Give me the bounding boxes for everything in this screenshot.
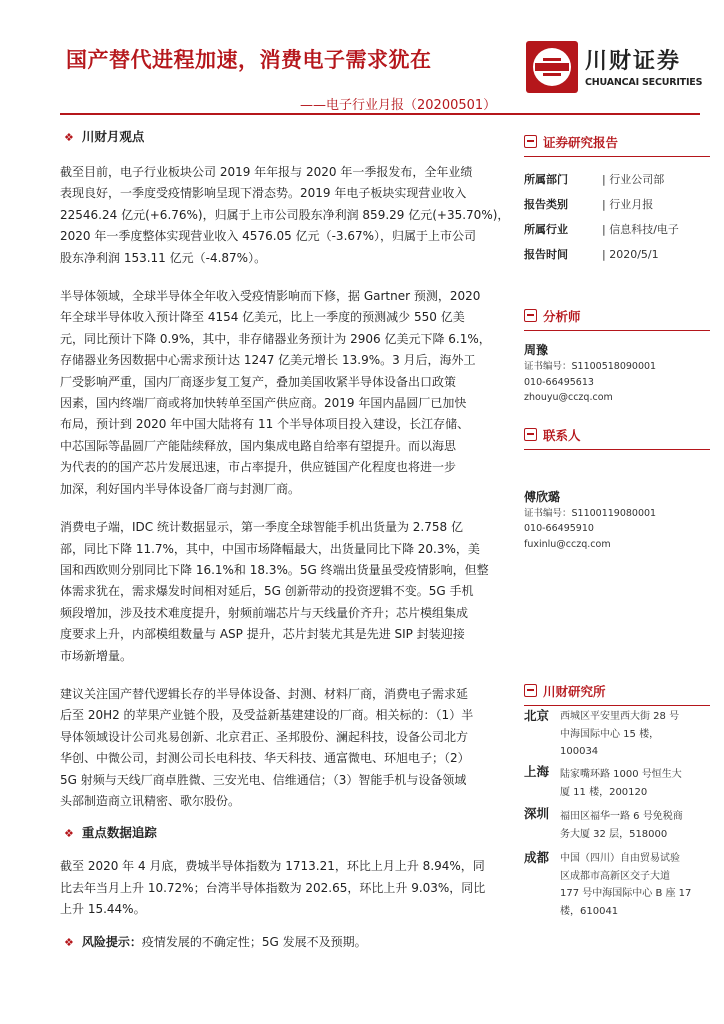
- address-line: 区成都市高新区交子大道: [560, 870, 670, 882]
- text-line: 表现良好，一季度受疫情影响呈现下滑态势。2019 年电子板块实现营业收入: [60, 186, 467, 201]
- text-line: 频段增加，涉及技术难度提升，射频前端芯片与天线量价齐升；芯片模组集成: [60, 605, 469, 620]
- text-line: 市场新增量。: [60, 648, 133, 663]
- contact-name: 傅欣璐: [524, 489, 561, 504]
- company-logo: [525, 40, 703, 96]
- sidebar-divider: [524, 449, 710, 450]
- text-line: 导体领域设计公司兆易创新、北京君正、圣邦股份、澜起科技，设备公司北方: [60, 729, 469, 744]
- office-city: 上海: [524, 764, 550, 779]
- text-line: 半导体领域，全球半导体全年收入受疫情影响而下修，据 Gartner 预测，2020: [60, 289, 481, 304]
- address-line: 中国（四川）自由贸易试验: [560, 853, 680, 864]
- text-line: 2020 年一季度整体实现营业收入 4576.05 亿元（-3.67%），归属于上市公司: [60, 229, 477, 244]
- text-line: 部，同比下降 11.7%，其中，中国市场降幅最大，出货量同比下降 20.3%，美: [60, 541, 480, 556]
- report-info-heading: 证券研究报告: [524, 133, 714, 153]
- contact-email[interactable]: fuxinlu@cczq.com: [524, 538, 611, 550]
- section-marker-icon: [524, 428, 537, 441]
- section-marker-icon: [524, 309, 537, 322]
- section-heading-outlook: ❖ 川财月观点: [64, 129, 145, 144]
- text-line: 截至目前，电子行业板块公司 2019 年年报与 2020 年一季报发布，全年业绩: [60, 165, 473, 179]
- address-line: 西城区平安里西大街 28 号: [560, 711, 680, 722]
- paragraph-recommendations: [60, 684, 512, 812]
- info-row-date: 报告时间 | 2020/5/1: [524, 248, 659, 261]
- contact-phone: 010-66495910: [524, 523, 594, 534]
- sidebar-divider: [524, 705, 710, 706]
- text-line: 国和西欧则分别同比下降 16.1%和 18.3%。5G 终端出货量虽受疫情影响，但整: [60, 562, 489, 577]
- address-line: 陆家嘴环路 1000 号恒生大: [560, 769, 682, 780]
- sidebar-divider: [524, 330, 710, 331]
- text-line: 22546.24 亿元(+6.76%)，归属于上市公司股东净利润 859.29 亿元(+35.70%)，: [60, 207, 510, 222]
- text-line: 比去年当月上升 10.72%；台湾半导体指数为 202.65，环比上升 9.03%，同比: [60, 880, 486, 895]
- risk-warning: [64, 931, 512, 953]
- analyst-name: 周豫: [524, 343, 549, 357]
- text-line: 存储器业务因数据中心需求预计达 1247 亿美元增长 13.9%。3 月后，海外工: [60, 353, 476, 368]
- contact-cert: 证书编号：S1100119080001: [524, 507, 657, 519]
- office-city: 成都: [524, 850, 550, 865]
- risk-label: 风险提示：: [81, 934, 142, 949]
- text-line: 消费电子端，IDC 统计数据显示，第一季度全球智能手机出货量为 2.758 亿: [60, 520, 463, 535]
- office-address: [560, 766, 682, 801]
- text-line: 截至 2020 年 4 月底，费城半导体指数为 1713.21，环比上月上升 8.94%，同: [60, 859, 485, 874]
- text-line: 度要求上升，内部模组数量与 ASP 提升，芯片封装尤其是先进 SIP 封装迎接: [60, 627, 465, 642]
- paragraph-index-data: [60, 856, 512, 920]
- text-line: 上升 15.44%。: [60, 902, 146, 917]
- text-line: 年全球半导体收入预计降至 4154 亿美元，比上一季度的预测减少 550 亿美: [60, 310, 465, 325]
- logo-chinese-name: 川财证券: [585, 49, 682, 74]
- office-address: [560, 708, 679, 761]
- info-row-department: 所属部门 | 行业公司部: [524, 173, 665, 186]
- info-row-industry: 所属行业 | 信息科技/电子: [524, 223, 679, 236]
- text-line: 元，同比预计下降 0.9%，其中，非存储器业务预计为 2906 亿美元下降 6.1%，: [60, 331, 491, 346]
- paragraph-consumer-electronics: [60, 517, 512, 667]
- diamond-bullet-icon: ❖: [64, 827, 74, 841]
- address-line: 楼，610041: [560, 905, 619, 917]
- address-line: 务大厦 32 层，518000: [560, 828, 668, 840]
- analyst-email[interactable]: zhouyu@cczq.com: [524, 392, 613, 403]
- text-line: 加深，利好国内半导体设备厂商与封测厂商。: [60, 481, 301, 496]
- address-line: 福田区福华一路 6 号免税商: [560, 811, 683, 822]
- report-subtitle: ——电子行业月报（20200501）: [300, 98, 497, 113]
- office-city: 北京: [524, 708, 550, 723]
- report-title: 国产替代进程加速，消费电子需求犹在: [66, 48, 432, 72]
- address-line: 100034: [560, 746, 599, 757]
- section-marker-icon: [524, 684, 537, 697]
- text-line: 后至 20H2 的苹果产业链个股，及受益新基建建设的厂商。相关标的：（1）半: [60, 708, 474, 723]
- main-content: [60, 126, 512, 953]
- text-line: 头部制造商立讯精密、歌尔股份。: [60, 793, 241, 808]
- paragraph-semiconductor: [60, 286, 512, 500]
- text-line: 5G 射频与天线厂商卓胜微、三安光电、信维通信；（3）智能手机与设备领域: [60, 772, 467, 787]
- sidebar-divider: [524, 156, 710, 157]
- text-line: 为代表的的国产芯片发展迅速，市占率提升，供应链国产化程度也将进一步: [60, 460, 457, 475]
- text-line: 华创、中微公司，封测公司长电科技、华天科技、通富微电、环旭电子；（2）: [60, 751, 470, 766]
- diamond-bullet-icon: ❖: [64, 935, 74, 949]
- text-line: 体需求犹在，需求爆发时间相对延后，5G 创新带动的投资逻辑不变。5G 手机: [60, 584, 474, 599]
- diamond-bullet-icon: ❖: [64, 131, 74, 144]
- text-line: 建议关注国产替代逻辑长存的半导体设备、封测、材料厂商，消费电子需求延: [60, 686, 469, 701]
- section-marker-icon: [524, 135, 537, 148]
- analyst-phone: 010-66495613: [524, 376, 594, 388]
- text-line: 布局，预计到 2020 年中国大陆将有 11 个半导体项目投入建设，长江存储、: [60, 417, 470, 432]
- risk-text: 疫情发展的不确定性；5G 发展不及预期。: [141, 934, 367, 949]
- address-line: 厦 11 楼，200120: [560, 786, 648, 798]
- address-line: 中海国际中心 15 楼，: [560, 728, 660, 740]
- sidebar: [524, 133, 714, 552]
- logo-english-name: CHUANCAI SECURITIES: [585, 77, 703, 88]
- analyst-cert: 证书编号：S1100518090001: [524, 361, 657, 372]
- office-address: [560, 850, 691, 920]
- paragraph-earnings: [60, 162, 512, 269]
- header-divider: [60, 113, 700, 115]
- office-city: 深圳: [524, 806, 550, 821]
- contact-heading: 联系人: [524, 426, 714, 446]
- institute-heading: 川财研究所: [524, 682, 714, 702]
- institute-block: [524, 682, 714, 706]
- address-line: 177 号中海国际中心 B 座 17: [560, 888, 692, 899]
- analyst-heading: 分析师: [524, 307, 714, 327]
- office-address: [560, 808, 683, 843]
- text-line: 因素，国内终端厂商或将加快转单至国产供应商。2019 年国内晶圆厂已加快: [60, 396, 467, 411]
- text-line: 厂受影响严重，国内厂商逐步复工复产，叠加美国收紧半导体设备出口政策: [60, 374, 457, 389]
- text-line: 中芯国际等晶圆厂产能陆续释放，国内集成电路自给率有望提升。而以海思: [60, 438, 457, 453]
- info-row-report-type: 报告类别 | 行业月报: [524, 198, 654, 211]
- logo-mark-icon: [525, 40, 579, 94]
- section-heading-data-tracking: ❖ 重点数据追踪: [64, 825, 157, 841]
- text-line: 股东净利润 153.11 亿元（-4.87%）。: [60, 250, 267, 265]
